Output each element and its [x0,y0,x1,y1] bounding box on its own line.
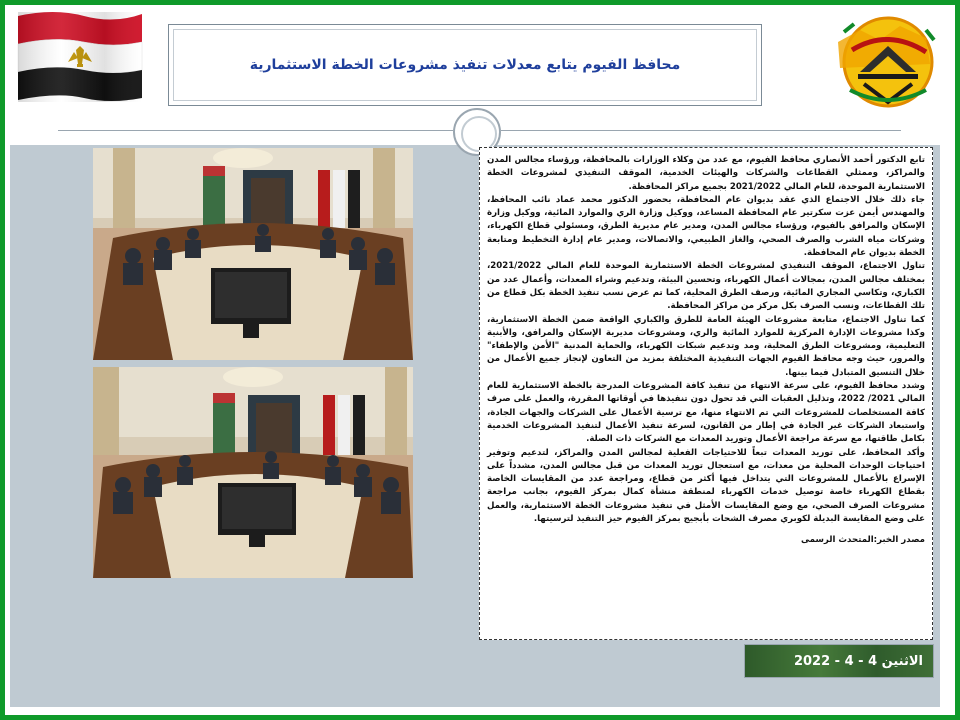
article-paragraph: كما تناول الاجتماع، متابعة مشروعات الهيئة العامة للطرق والكباري الواقعة ضمن الخطة الاستثمارية، وكذا مشروعات الإدارة المركزية للموارد المائية والري، ومشروعات مديرية الإسكان والمرافق، والأبنية التعليمية، ومشروعات الطرق المحلية، ومد وتدعيم شبكات الكهرباء، والحماية المدنية "الأمن والإطفاء" والمرور، حيث وجه محافظ الفيوم الجهات التنفيذية المختلفة بمزيد من التعاون لإنجاز جميع الأعمال من خلال التنسيق المتبادل فيما بينها. [487,314,925,378]
article-body [479,147,933,640]
article-paragraph: تناول الاجتماع، الموقف التنفيذي لمشروعات الخطة الاستثمارية الموحدة للعام المالي 2021/2022، بمختلف مجالس المدن، بمجالات أعمال الكهرباء، وتحسين البيئة، وتدعيم وشراء المعدات، وأعمال عدد من الكباري، وتكاسي المجاري المائية، ورصف الطرق المحلية، كما تم عرض نسب تنفيذ الخطة بكل قطاع من تلك القطاعات، ونسب الصرف بكل مركز من مراكز المحافظة. [487,261,925,312]
divider-line-right [501,130,901,131]
divider-line-left [58,130,453,131]
meeting-photo-icon [93,148,413,360]
headline-box [168,24,762,106]
article-source: مصدر الخبر:المتحدث الرسمى [800,535,925,546]
article-paragraph: تابع الدكتور أحمد الأنصاري محافظ الفيوم، مع عدد من وكلاء الوزارات بالمحافظة، ورؤساء مجالس المدن والمراكز، وممثلي القطاعات والشركات والهيئات الخدمية، الموقف التنفيذي لمشروعات الخطة الاستثمارية الموحدة، للعام المالي 2021/2022 بجميع مراكز المحافظة. [487,155,925,192]
publish-date: الاثنين 4 - 4 - 2022 [793,653,923,669]
egypt-flag-icon [14,10,146,102]
headline-inner-frame [173,29,757,101]
fayoum-governorate-logo-icon [830,12,940,112]
article-paragraph: وشدد محافظ الفيوم، على سرعة الانتهاء من تنفيذ كافة المشروعات المدرجة بالخطة الاستثمارية للعام المالي 2021/ 2022، وتذليل العقبات التي قد تحول دون تنفيذها في أوقاتها المقررة، والعمل على صرف كافة المستخلصات للمشروعات التي تم الانتهاء منها، مع ترسية الأعمال على الشركات والجهات الجادة، واستبعاد الشركات غير الجادة في إطار من القانون، لسرعة تنفيذ الأعمال لتنفيذ المشروعات الخدمية بكامل طاقتها، مع سرعة مراجعة الأعمال وتوريد المعدات مع الشركات ذات الصلة. [487,381,925,445]
date-bar [744,644,934,678]
meeting-photo-icon [93,367,413,578]
article-paragraph: وأكد المحافظ، على توريد المعدات تبعاً للاحتياجات الفعلية لمجالس المدن والمراكز، لتدعيم وتوفير احتياجات الوحدات المحلية من معدات، مع استعجال توريد المعدات من قبل مجالس المدن، مشدداً على الإسراع بالأعمال للمشروعات التي يتداخل فيها أكثر من قطاع، ومراجعة عدد من المقايسات الخاصة بقطاع الكهرباء خاصة توصيل خدمات الكهرباء لمنطقة منشأة كمال بمركز الفيوم، بجانب مراجعة مشروعات الصرف الصحي، مع وضع المقايسات الأمثل في تنفيذ مشروعات الخطة الاستثمارية، والعمل على وضع المقايسة البديلة لكوبري مصرف الشحات بأبجيج بمركز الفيوم حيز التنفيذ لترسيتها. [487,447,925,525]
meeting-photo-2 [93,367,413,578]
article-paragraph: جاء ذلك خلال الاجتماع الذي عقد بديوان عام المحافظة، بحضور الدكتور محمد عماد نائب المحافظ، والمهندس أيمن عزت سكرتير عام المحافظة المساعد، ووكيل وزارة الري والموارد المائية، ووكيل وزارة الإسكان والمرافق بالفيوم، ورؤساء مجالس المدن، ومدير عام مديرية الطرق، ومسئولي قطاع الكهرباء، وشركات مياه الشرب والصرف الصحي، والغاز الطبيعي، والاتصالات، ومدير عام إدارة التخطيط ومتابعة الخطة بديوان عام المحافظة. [487,194,925,259]
meeting-photo-1 [93,148,413,360]
page-title: محافظ الفيوم يتابع معدلات تنفيذ مشروعات الخطة الاستثمارية [249,57,681,73]
